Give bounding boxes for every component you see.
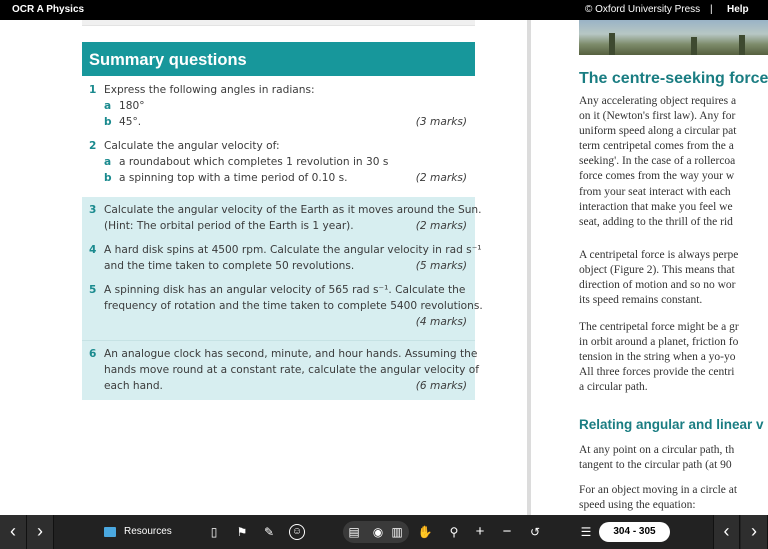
photo-detail: [691, 37, 697, 55]
text-line: direction of motion and so no wor: [579, 279, 736, 292]
text-line: its speed remains constant.: [579, 294, 703, 307]
folder-icon[interactable]: [104, 527, 116, 537]
question-3-marks: (2 marks): [415, 220, 467, 232]
text-line: seeking'. In the case of a rollercoa: [579, 155, 736, 168]
zoom-out-icon[interactable]: −: [502, 523, 512, 540]
question-1-text: Express the following angles in radians:: [104, 84, 315, 96]
text-line: seat, adding to the thrill of the rid: [579, 215, 733, 228]
zoom-search-icon[interactable]: ⚲: [449, 525, 459, 539]
page-icon[interactable]: ▯: [210, 525, 218, 539]
text-line: All three forces provide the centri: [579, 366, 735, 379]
text-line: For an object moving in a circle at: [579, 484, 738, 496]
two-page-icon[interactable]: ▥: [391, 525, 403, 539]
question-4-line-1: A hard disk spins at 4500 rpm. Calculate the angular velocity in rad s⁻¹: [104, 244, 482, 256]
question-1-marks: (3 marks): [415, 116, 467, 128]
accessibility-icon[interactable]: ☺: [289, 524, 305, 540]
question-number: 4: [89, 244, 97, 256]
text-line: a circular path.: [579, 381, 648, 394]
question-number: 5: [89, 284, 97, 296]
text-line: from your seat interact with each: [579, 185, 731, 198]
text-line: A centripetal force is always perpe: [579, 249, 739, 261]
rollercoaster-photo: [579, 20, 768, 55]
next-page-button[interactable]: [27, 515, 54, 549]
question-4-marks: (5 marks): [415, 260, 467, 272]
text-line: Any accelerating object requires a: [579, 95, 737, 107]
next-spread-button[interactable]: [741, 515, 768, 549]
previous-content-edge: [82, 20, 475, 26]
question-1b-text: 45°.: [119, 116, 142, 128]
bottom-toolbar: [0, 515, 768, 549]
zoom-reset-icon[interactable]: ↺: [529, 525, 541, 539]
text-line: The centripetal force might be a gr: [579, 321, 739, 333]
text-line: tension in the string when a yo-yo: [579, 351, 736, 364]
text-line: force comes from the way your w: [579, 170, 735, 183]
question-number: 6: [89, 348, 97, 360]
question-1a-text: 180°: [119, 100, 145, 112]
top-bar: [0, 0, 768, 20]
question-5-line-1: A spinning disk has an angular velocity of 565 rad s⁻¹. Calculate the: [104, 284, 466, 296]
zoom-in-icon[interactable]: +: [475, 523, 485, 540]
single-page-icon[interactable]: ▤: [348, 525, 360, 539]
summary-questions-box: [82, 42, 483, 400]
question-6-line-3: each hand.: [104, 380, 163, 392]
paragraph-2: [579, 248, 738, 308]
question-2b-text: a spinning top with a time period of 0.10 s.: [119, 172, 348, 184]
paragraph-1: [579, 94, 736, 230]
question-2-text: Calculate the angular velocity of:: [104, 140, 280, 152]
part-label: b: [104, 172, 112, 184]
question-5-marks: (4 marks): [415, 316, 467, 328]
topbar-separator: |: [710, 4, 713, 15]
questions-section-2: [82, 197, 483, 340]
text-line: tangent to the circular path (at 90: [579, 459, 732, 472]
prev-spread-icon: ‹: [723, 521, 730, 541]
text-line: term centripetal comes from the a: [579, 140, 734, 153]
summary-questions-heading: Summary questions: [82, 42, 475, 76]
question-3-line-1: Calculate the angular velocity of the Earth as it moves around the Sun.: [104, 204, 482, 216]
text-line: uniform speed along a circular pat: [579, 125, 737, 138]
question-5-line-2: frequency of rotation and the time taken to complete 5400 revolutions.: [104, 300, 483, 312]
pen-icon[interactable]: ✎: [263, 525, 275, 539]
next-page-icon: ›: [37, 521, 43, 541]
right-page: [531, 20, 768, 515]
prev-page-button[interactable]: [0, 515, 27, 549]
paragraph-3: [579, 320, 739, 395]
next-spread-icon: ›: [751, 521, 757, 541]
question-2-marks: (2 marks): [415, 172, 467, 184]
subsection-heading: Relating angular and linear v: [579, 417, 764, 432]
resources-button[interactable]: Resources: [124, 526, 172, 537]
question-number: 2: [89, 140, 97, 152]
paragraph-4: [579, 443, 734, 473]
help-link[interactable]: Help: [727, 4, 749, 15]
globe-icon[interactable]: ◉: [372, 525, 384, 539]
question-3-line-2: (Hint: The orbital period of the Earth is 1 year).: [104, 220, 354, 232]
page-number-field[interactable]: 304 - 305: [599, 522, 670, 542]
text-line: object (Figure 2). This means that: [579, 264, 735, 277]
question-number: 1: [89, 84, 97, 96]
left-page: [0, 20, 527, 515]
questions-section-1: [82, 76, 475, 197]
text-line: on it (Newton's first law). Any for: [579, 110, 736, 123]
photo-detail: [609, 33, 615, 55]
prev-spread-button[interactable]: [713, 515, 740, 549]
questions-section-3: [82, 340, 479, 400]
photo-detail: [739, 35, 745, 55]
text-line: interaction that make you feel we: [579, 200, 733, 213]
question-6-line-1: An analogue clock has second, minute, and hour hands. Assuming the: [104, 348, 478, 360]
text-line: At any point on a circular path, th: [579, 444, 735, 456]
page-list-icon[interactable]: ☰: [580, 525, 592, 539]
question-6-line-2: hands move round at a constant rate, calculate the angular velocity of: [104, 364, 479, 376]
paragraph-5: [579, 483, 737, 513]
prev-page-icon: ‹: [10, 521, 16, 541]
text-line: in orbit around a planet, friction fo: [579, 336, 739, 349]
copyright-text: © Oxford University Press: [585, 4, 701, 15]
text-line: speed using the equation:: [579, 499, 696, 512]
question-6-marks: (6 marks): [415, 380, 467, 392]
hand-icon[interactable]: ✋: [417, 525, 433, 539]
app-title: OCR A Physics: [12, 4, 85, 15]
question-number: 3: [89, 204, 97, 216]
part-label: a: [104, 156, 112, 168]
section-heading: The centre-seeking force: [579, 70, 768, 87]
question-2a-text: a roundabout which completes 1 revolution in 30 s: [119, 156, 389, 168]
part-label: a: [104, 100, 112, 112]
bookmark-icon[interactable]: ⚑: [236, 525, 248, 539]
question-4-line-2: and the time taken to complete 50 revolutions.: [104, 260, 355, 272]
part-label: b: [104, 116, 112, 128]
